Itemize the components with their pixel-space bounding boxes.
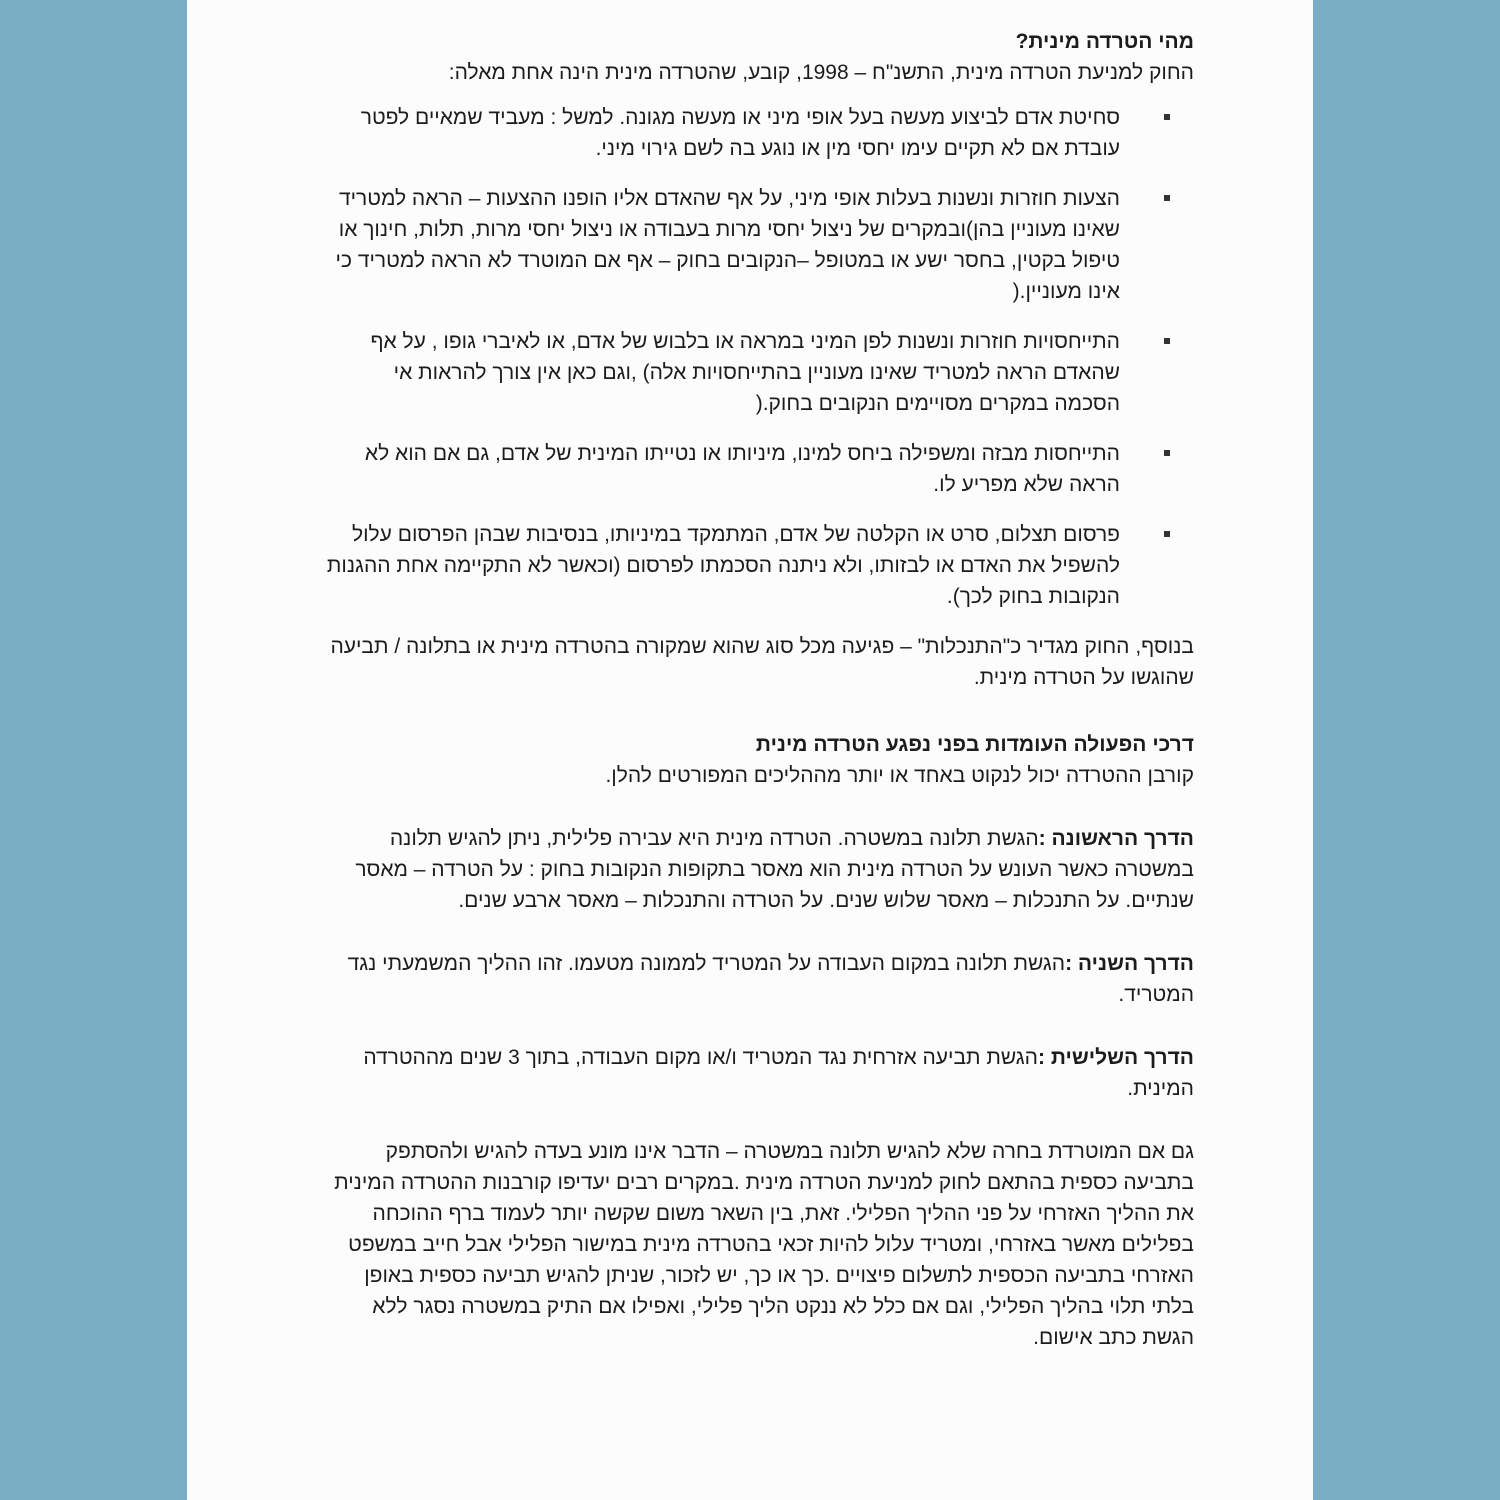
way-second-text: הגשת תלונה במקום העבודה על המטריד לממונה מטעמו. זהו ההליך המשמעתי נגד המטריד.: [347, 952, 1194, 1006]
way-first-text: הגשת תלונה במשטרה. הטרדה מינית היא עבירה פלילית, ניתן להגיש תלונה במשטרה כאשר העונש על הטרדה מינית הוא מאסר בתקופות הנקובות בחוק : על הטרדה – מאסר שנתיים. על התנכלות – מאסר שלוש שנים. על הטרדה והתנכלות – מאסר ארבע שנים.: [355, 827, 1194, 912]
way-first-label: הדרך הראשונה :: [1038, 827, 1194, 850]
list-item: [324, 326, 1120, 419]
way-first-paragraph: [324, 823, 1194, 916]
section-title-courses-of-action: דרכי הפעולה העומדות בפני נפגע הטרדה מינית: [755, 733, 1194, 756]
closing-paragraph: גם אם המוטרדת בחרה שלא להגיש תלונה במשטרה – הדבר אינו מונע בעדה להגיש ולהסתפק בתביעה כספית בהתאם לחוק למניעת הטרדה מינית .במקרים רבים יעדיפו קורבנות ההטרדה המינית את ההליך האזרחי על פני ההליך הפלילי. זאת, בין השאר משום שקשה יותר לעמוד ברף ההוכחה בפלילים מאשר באזרחי, ומטריד עלול להיות זכאי בהטרדה מינית במישור הפלילי אבל חייב במשפט האזרחי בתביעה הכספית לתשלום פיצויים .כך או כך, יש לזכור, שניתן להגיש תביעה כספית באופן בלתי תלוי בהליך הפלילי, וגם אם כלל לא ננקט הליך פלילי, ואפילו אם התיק במשטרה נסגר ללא הגשת כתב אישום.: [334, 1140, 1194, 1349]
bullet-icon: [1164, 114, 1170, 120]
list-item-text: התייחסויות חוזרות ונשנות לפן המיני במראה או בלבוש של אדם, או לאיברי גופו , על אף שהאדם הראה למטריד שאינו מעוניין בהתייחסויות אלה) ,וגם כאן אין צורך להראות אי הסכמה במקרים מסויימים הנקובים בחוק.(: [370, 330, 1120, 415]
document-page: [187, 0, 1313, 1500]
bullet-icon: [1164, 450, 1170, 456]
way-second-label: הדרך השניה :: [1065, 952, 1194, 975]
list-item-text: פרסום תצלום, סרט או הקלטה של אדם, המתמקד במיניותו, בנסיבות שבהן הפרסום עלול להשפיל את האדם או לבזותו, ולא ניתנה הסכמתו לפרסום (וכאשר לא התקיימה אחת ההגנות הנקובות בחוק לכך).: [326, 523, 1120, 608]
list-item: [324, 102, 1120, 164]
law-intro: החוק למניעת הטרדה מינית, התשנ"ח – 1998, קובע, שהטרדה מינית הינה אחת מאלה:: [448, 61, 1194, 84]
list-item-text: סחיטת אדם לביצוע מעשה בעל אופי מיני או מעשה מגונה. למשל : מעביד שמאיים לפטר עובדת אם לא תקיים עימו יחסי מין או נוגע בה לשם גירוי מיני.: [360, 106, 1120, 160]
list-item-text: הצעות חוזרות ונשנות בעלות אופי מיני, על אף שהאדם אליו הופנו ההצעות – הראה למטריד שאינו מעוניין בהן)ובמקרים של ניצול יחסי מרות בעבודה או ניצול יחסי מרות, תלות, חינוך או טיפול בקטין, בחסר ישע או במטופל –הנקובים בחוק – אף אם המוטרד לא הראה למטריד כי אינו מעוניין.(: [335, 187, 1120, 303]
way-third-text: הגשת תביעה אזרחית נגד המטריד ו/או מקום העבודה, בתוך 3 שנים מההטרדה המינית.: [363, 1046, 1194, 1100]
bullet-icon: [1164, 338, 1170, 344]
list-item: [324, 438, 1120, 500]
courses-intro: קורבן ההטרדה יכול לנקוט באחד או יותר מההליכים המפורטים להלן.: [605, 764, 1194, 787]
bullet-icon: [1164, 195, 1170, 201]
list-item: [324, 519, 1120, 612]
retaliation-paragraph: בנוסף, החוק מגדיר כ"התנכלות" – פגיעה מכל סוג שהוא שמקורה בהטרדה מינית או בתלונה / תביעה שהוגשו על הטרדה מינית.: [330, 635, 1194, 689]
way-second-paragraph: [324, 948, 1194, 1010]
way-third-paragraph: [324, 1042, 1194, 1104]
way-third-label: הדרך השלישית :: [1038, 1046, 1194, 1069]
bullet-icon: [1164, 531, 1170, 537]
list-item-text: התייחסות מבזה ומשפילה ביחס למינו, מיניותו או נטייתו המינית של אדם, גם אם הוא לא הראה שלא מפריע לו.: [364, 442, 1120, 496]
document-content: [324, 26, 1194, 1353]
list-item: [324, 183, 1120, 307]
section-title-what-is-harassment: מהי הטרדה מינית?: [1015, 30, 1194, 53]
definitions-list: [324, 102, 1194, 612]
